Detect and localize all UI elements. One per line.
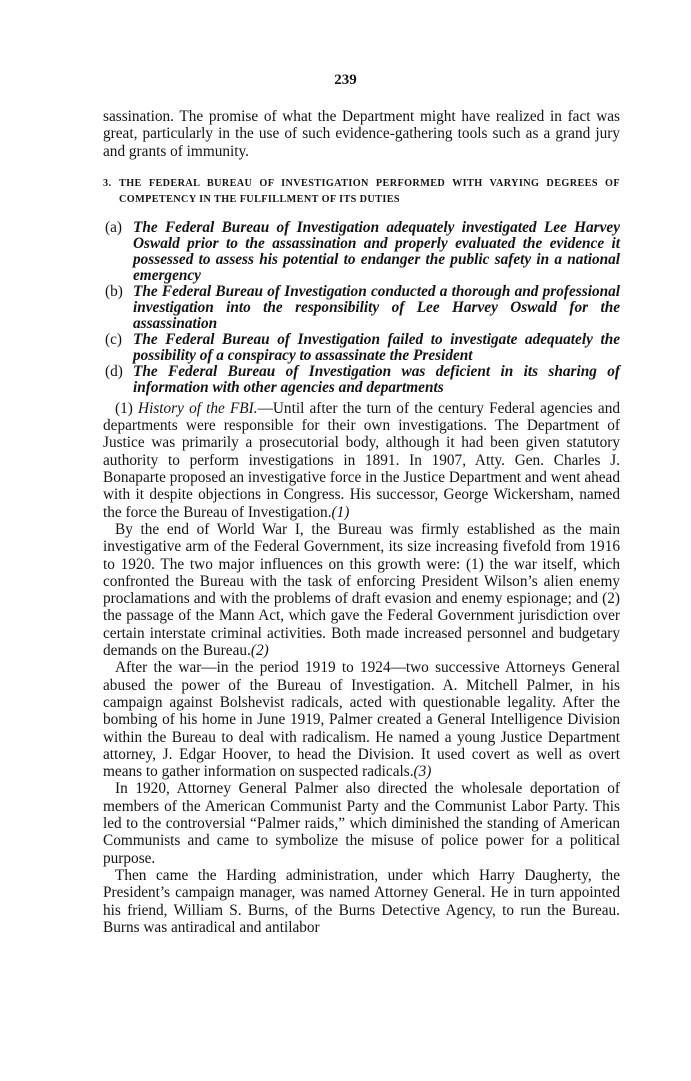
finding-mark: (a) [105, 218, 122, 236]
finding-text: The Federal Bureau of Investigation conducted a thorough and professional investigation into the responsibility of Lee Harvey Oswald for the assassination [133, 282, 620, 332]
body-paragraph [103, 400, 620, 521]
paragraph-text: After the war—in the period 1919 to 1924—two successive Attorneys General abused the power of the Bureau of Investigation. A. Mitchell Palmer, in his campaign against Bolshevist radicals, acted with questionable legality. After the bombing of his home in June 1919, Palmer created a General Intelligence Division within the Bureau to deal with radicalism. He named a young Justice Department attorney, J. Edgar Hoover, to head the Division. It used covert as well as overt means to gather information on suspected radicals. [103, 659, 620, 781]
footnote-ref: (3) [413, 763, 432, 781]
footnote-ref: (2) [250, 642, 269, 660]
paragraph-lead: (1) [115, 399, 133, 417]
finding-item [103, 284, 620, 332]
paragraph-text: By the end of World War I, the Bureau was firmly established as the main investigative arm of the Federal Government, its size increasing fivefold from 1916 to 1920. The two major influences on this growth were: (1) the war itself, which confronted the Bureau with the task of enforcing President Wilson’s alien enemy proclamations and with the problems of draft evasion and enemy espionage; and (2) the passage of the Mann Act, which gave the Federal Government jurisdiction over certain interstate criminal activities. Both made increased personnel and budgetary demands on the Bureau. [103, 520, 620, 660]
footnote-ref: (1) [331, 503, 350, 521]
finding-mark: (b) [105, 282, 123, 300]
body-text [103, 108, 620, 936]
findings-list [103, 220, 620, 396]
section-title: THE FEDERAL BUREAU OF INVESTIGATION PERFORMED WITH VARYING DEGREES OF COMPETENCY IN THE FULFILLMENT OF ITS DUTIES [119, 177, 620, 205]
body-paragraph [103, 659, 620, 780]
continuation-paragraph: sassination. The promise of what the Department might have realized in fact was great, particularly in the use of such evidence-gathering tools such as a grand jury and grants of immunity. [103, 108, 620, 160]
section-number: 3. [103, 177, 112, 189]
finding-mark: (d) [105, 362, 123, 380]
body-paragraph [103, 867, 620, 936]
paragraph-lead-title: History of the FBI. [138, 399, 258, 417]
finding-item [103, 332, 620, 364]
body-paragraph [103, 521, 620, 659]
body-paragraph [103, 780, 620, 866]
finding-text: The Federal Bureau of Investigation adequately investigated Lee Harvey Oswald prior to the assassination and properly evaluated the evidence it possessed to assess his potential to endanger the public safety in a national emergency [133, 218, 620, 284]
paragraph-text: —Until after the turn of the century Federal agencies and departments were responsible for their own investigations. The Department of Justice was primarily a prosecutorial body, although it had been given statutory authority to perform investigations in 1891. In 1907, Atty. Gen. Charles J. Bonaparte proposed an investigative force in the Justice Department and went ahead with it despite objections in Congress. His successor, George Wickersham, named the force the Bureau of Investigation. [103, 399, 621, 521]
finding-text: The Federal Bureau of Investigation was deficient in its sharing of information with other agencies and departments [133, 362, 620, 396]
finding-mark: (c) [105, 330, 122, 348]
finding-item [103, 364, 620, 396]
page-number: 239 [334, 72, 357, 88]
section-heading [103, 176, 620, 208]
finding-text: The Federal Bureau of Investigation failed to investigate adequately the possibility of a conspiracy to assassinate the President [133, 330, 620, 364]
paragraph-text: Then came the Harding administration, under which Harry Daugherty, the President’s campaign manager, was named Attorney General. He in turn appointed his friend, William S. Burns, of the Burns Detective Agency, to run the Bureau. Burns was antiradical and antilabor [103, 866, 620, 936]
finding-item [103, 220, 620, 284]
paragraph-text: In 1920, Attorney General Palmer also directed the wholesale deportation of members of the American Communist Party and the Communist Labor Party. This led to the controversial “Palmer raids,” which diminished the standing of American Communists and came to symbolize the misuse of police power for a political purpose. [103, 780, 620, 867]
